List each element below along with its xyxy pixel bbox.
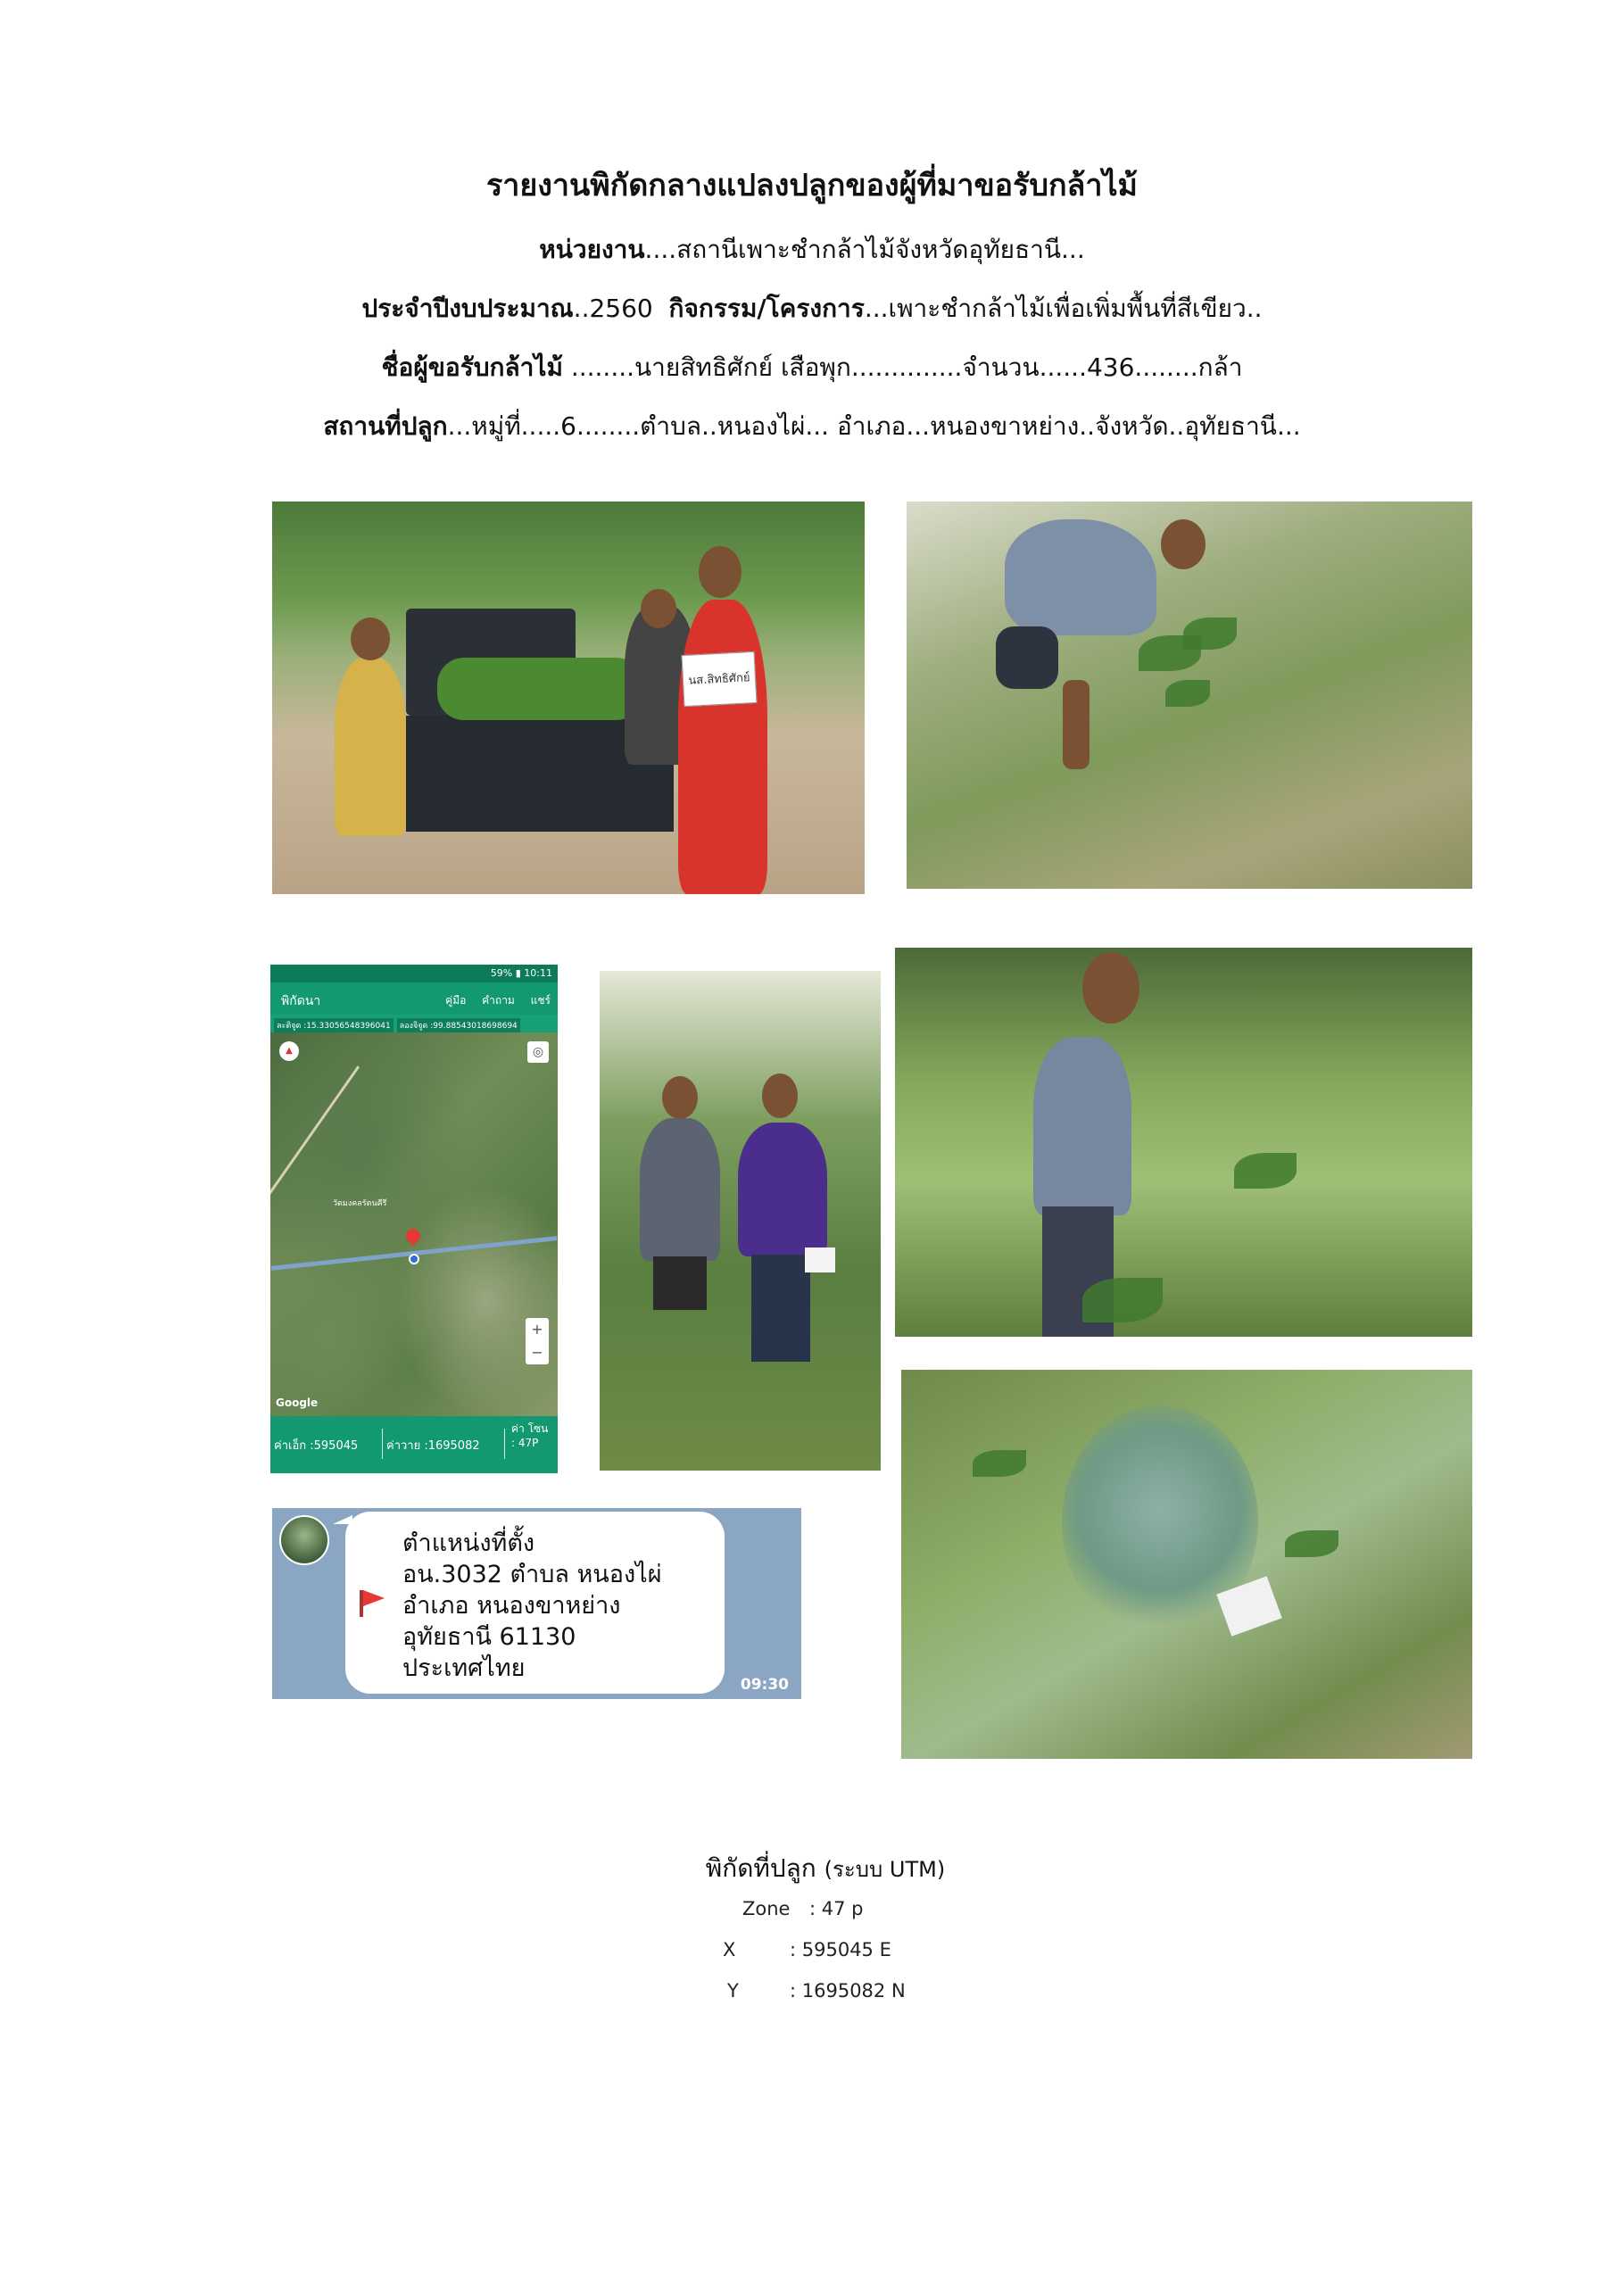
photo-two-men	[600, 971, 881, 1471]
map-app-screenshot	[270, 965, 558, 1473]
coord-zone-row	[742, 1898, 864, 1919]
current-location-dot	[409, 1254, 419, 1264]
map-app-tabs	[433, 992, 551, 1009]
x-label: X	[723, 1939, 736, 1960]
location-pin-icon[interactable]	[403, 1226, 424, 1247]
map-place-label: วัดมงคลรัตนคีรี	[333, 1199, 387, 1208]
zoom-in-button[interactable]: +	[531, 1321, 543, 1338]
grass-man-head	[1082, 952, 1139, 1024]
location-label: สถานที่ปลูก	[323, 411, 448, 441]
map-status-bar: 59% ▮ 10:11	[270, 965, 558, 982]
red-flag-icon	[360, 1590, 363, 1617]
man-purple-shirt	[738, 1123, 827, 1256]
y-value: : 1695082 N	[790, 1980, 906, 2002]
seedlings	[437, 658, 642, 720]
man-grey-shirt	[640, 1118, 720, 1261]
planting-man-shirt	[1005, 519, 1156, 635]
message-line: ตำแหน่งที่ตั้ง	[402, 1529, 535, 1557]
map-app-title: พิกัดนา	[281, 994, 321, 1008]
zone-label: Zone	[742, 1898, 791, 1919]
photo-seedling-truck	[272, 501, 865, 894]
plant-leaf	[1285, 1530, 1338, 1557]
tab-share[interactable]: แชร์	[530, 994, 551, 1007]
grass-man-shirt	[1033, 1037, 1131, 1215]
agency-label: หน่วยงาน	[539, 235, 645, 264]
plant-leaf	[1183, 618, 1237, 650]
budget-value: ..2560	[573, 294, 653, 323]
google-logo: Google	[276, 1397, 319, 1409]
readout-divider	[504, 1429, 505, 1459]
map-app-bar	[270, 982, 558, 1015]
plant-leaf	[973, 1450, 1026, 1477]
report-header	[0, 161, 1624, 466]
person-red-head	[699, 546, 742, 598]
utm-northing: ค่าวาย :1695082	[386, 1439, 480, 1453]
tab-manual[interactable]: คู่มือ	[445, 994, 467, 1007]
locate-icon[interactable]: ◎	[527, 1041, 549, 1063]
y-label: Y	[727, 1980, 739, 2002]
message-line: อน.3032 ตำบล หนองไผ่	[402, 1561, 662, 1588]
project-label: กิจกรรม/โครงการ	[668, 294, 865, 323]
planting-man-head	[1161, 519, 1206, 569]
planting-man-shorts	[996, 626, 1058, 689]
map-latlon-bar	[270, 1015, 558, 1032]
name-sign: นส.สิทธิศักย์	[682, 651, 758, 707]
man-purple-trousers	[751, 1255, 810, 1362]
person-woman-head	[351, 618, 390, 660]
plant-leaf	[1234, 1153, 1297, 1189]
zone-value: : 47 p	[809, 1898, 864, 1919]
zoom-out-button[interactable]: −	[531, 1344, 543, 1361]
message-bubble[interactable]	[345, 1512, 725, 1694]
coord-x-row	[723, 1939, 891, 1960]
message-line: ประเทศไทย	[402, 1654, 526, 1682]
message-line: อุทัยธานี 61130	[402, 1623, 576, 1651]
tab-questions[interactable]: คำถาม	[482, 994, 515, 1007]
project-value: ...เพาะชำกล้าไม้เพื่อเพิ่มพื้นที่สีเขียว..	[864, 294, 1263, 323]
man-grey-head	[662, 1076, 698, 1119]
message-text	[402, 1528, 662, 1684]
requester-value: ........นายสิทธิศักย์ เสือพุก..............จำนวน......436........กล้า	[570, 352, 1243, 382]
planting-man-leg	[1063, 680, 1090, 769]
requester-label: ชื่อผู้ขอรับกล้าไม้	[381, 352, 563, 382]
message-time: 09:30	[740, 1676, 789, 1694]
compass-icon[interactable]: ▲	[279, 1041, 299, 1061]
satellite-map[interactable]	[270, 1032, 558, 1416]
report-title: รายงานพิกัดกลางแปลงปลูกของผู้ที่มาขอรับกล้าไม้	[486, 168, 1138, 203]
agency-value: ....สถานีเพาะชำกล้าไม้จังหวัดอุทัยธานี...	[644, 235, 1085, 264]
message-line: อำเภอ หนองขาหย่าง	[402, 1592, 621, 1620]
man-grey-shorts	[653, 1256, 707, 1310]
avatar	[279, 1515, 329, 1565]
requester-line	[0, 348, 1624, 387]
coordinates-system: (ระบบ UTM)	[824, 1857, 946, 1882]
map-lon: ลองจิจูด :99.885430186986​94	[397, 1018, 520, 1032]
person-woman	[335, 658, 406, 836]
utm-readout-bar	[270, 1416, 558, 1473]
readout-divider	[382, 1429, 383, 1459]
utm-zone: ค่า โซน : 47P	[511, 1422, 549, 1449]
photo-plant-closeup	[901, 1370, 1472, 1759]
man-purple-head	[762, 1073, 798, 1118]
x-value: : 595045 E	[790, 1939, 891, 1960]
chat-location-message	[272, 1508, 801, 1699]
budget-line	[0, 289, 1624, 328]
location-value: ...หมู่ที่.....6........ตำบล..หนองไผ่... อำเภอ...หนองขาหย่าง..จังหวัด..อุทัยธานี...	[447, 411, 1301, 441]
paper-held	[805, 1247, 835, 1272]
map-lat: ละติจูด :15.330565483960​41	[274, 1018, 394, 1032]
plant-leaf	[1165, 680, 1210, 707]
coordinates-title: พิกัดที่ปลูก	[705, 1853, 816, 1883]
budget-label: ประจำปีงบประมาณ	[361, 294, 574, 323]
person-middle-head	[641, 589, 676, 628]
person-red-shirt	[678, 600, 767, 894]
utm-easting: ค่าเอ็ก :595045	[274, 1439, 359, 1453]
agency-line	[0, 230, 1624, 269]
coord-y-row	[727, 1980, 906, 2002]
map-road	[270, 1065, 360, 1214]
zoom-control	[526, 1318, 549, 1364]
photo-man-planting	[907, 501, 1472, 889]
coordinates-heading	[0, 1849, 1624, 1888]
location-line	[0, 407, 1624, 446]
plant-leaf	[1082, 1278, 1163, 1322]
photo-man-tall-grass	[895, 948, 1472, 1337]
